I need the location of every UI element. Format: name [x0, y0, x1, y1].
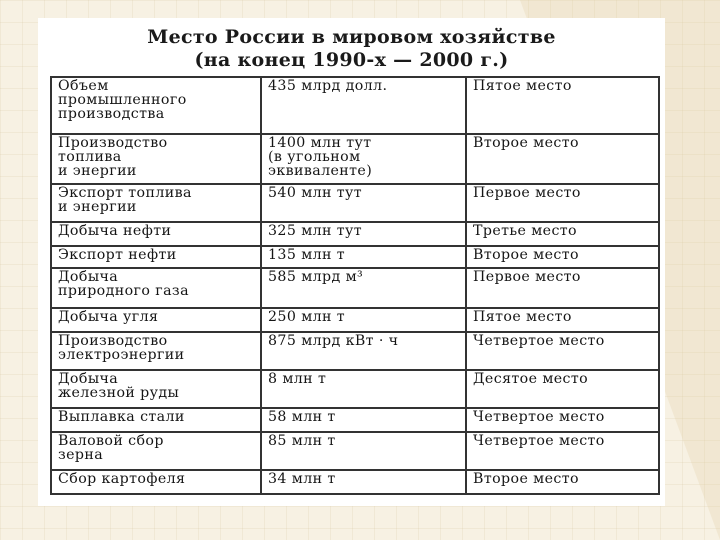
rank-cell: Четвертое место [466, 432, 659, 470]
rank-cell: Второе место [466, 470, 659, 494]
value-cell: 250 млн т [261, 308, 466, 332]
value-cell: 1400 млн тут (в угольном эквиваленте) [261, 134, 466, 184]
table-row [51, 370, 659, 408]
value-cell: 585 млрд м³ [261, 268, 466, 308]
table-row [51, 308, 659, 332]
table-row [51, 470, 659, 494]
indicator-cell: Экспорт топлива и энергии [51, 184, 261, 222]
rank-cell: Пятое место [466, 308, 659, 332]
value-cell: 435 млрд долл. [261, 77, 466, 134]
indicator-cell: Добыча железной руды [51, 370, 261, 408]
table-row [51, 222, 659, 246]
table-row [51, 246, 659, 268]
rank-cell: Первое место [466, 184, 659, 222]
rank-cell: Третье место [466, 222, 659, 246]
title-line-2: (на конец 1990-х — 2000 г.) [194, 49, 509, 71]
value-cell: 85 млн т [261, 432, 466, 470]
indicator-cell: Экспорт нефти [51, 246, 261, 268]
indicator-cell: Добыча угля [51, 308, 261, 332]
indicator-cell: Выплавка стали [51, 408, 261, 432]
data-table [50, 76, 660, 495]
table-title [38, 18, 665, 72]
indicator-cell: Добыча нефти [51, 222, 261, 246]
table-row [51, 332, 659, 370]
rank-cell: Первое место [466, 268, 659, 308]
title-line-1: Место России в мировом хозяйстве [147, 26, 556, 48]
rank-cell: Четвертое место [466, 332, 659, 370]
table-row [51, 408, 659, 432]
table-row [51, 432, 659, 470]
value-cell: 34 млн т [261, 470, 466, 494]
table-row [51, 184, 659, 222]
rank-cell: Пятое место [466, 77, 659, 134]
rank-cell: Второе место [466, 134, 659, 184]
table-row [51, 268, 659, 308]
table-row [51, 134, 659, 184]
value-cell: 8 млн т [261, 370, 466, 408]
document-page [38, 18, 665, 506]
indicator-cell: Валовой сбор зерна [51, 432, 261, 470]
value-cell: 58 млн т [261, 408, 466, 432]
rank-cell: Второе место [466, 246, 659, 268]
indicator-cell: Производство электроэнергии [51, 332, 261, 370]
value-cell: 325 млн тут [261, 222, 466, 246]
value-cell: 540 млн тут [261, 184, 466, 222]
indicator-cell: Сбор картофеля [51, 470, 261, 494]
rank-cell: Четвертое место [466, 408, 659, 432]
indicator-cell: Производство топлива и энергии [51, 134, 261, 184]
rank-cell: Десятое место [466, 370, 659, 408]
value-cell: 875 млрд кВт · ч [261, 332, 466, 370]
table-row [51, 77, 659, 134]
indicator-cell: Объем промышленного производства [51, 77, 261, 134]
value-cell: 135 млн т [261, 246, 466, 268]
indicator-cell: Добыча природного газа [51, 268, 261, 308]
